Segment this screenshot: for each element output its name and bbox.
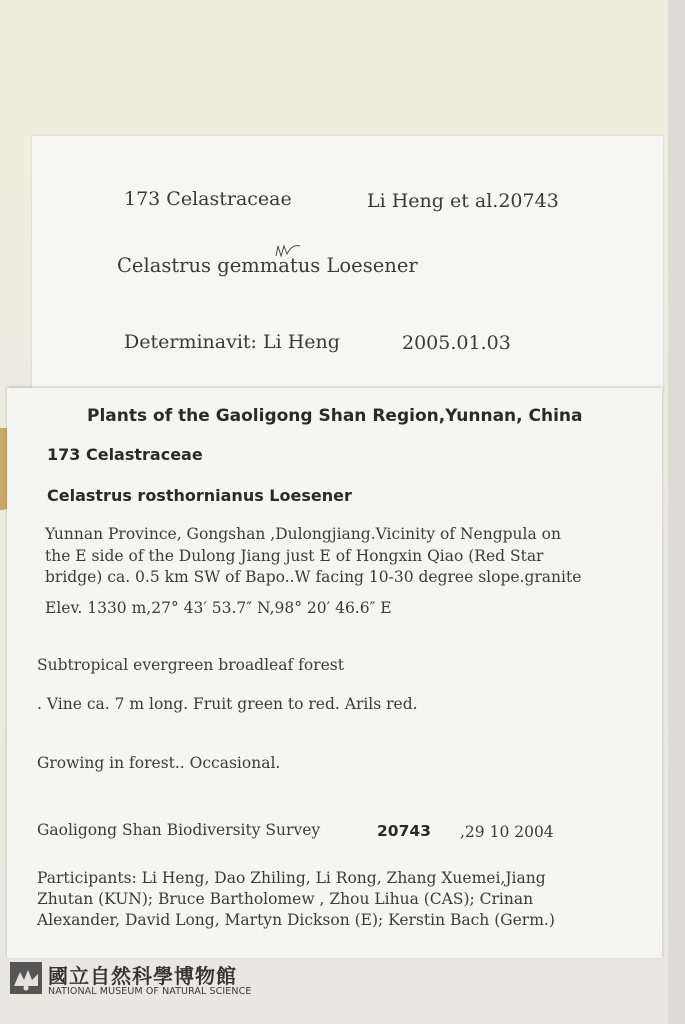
locality-line: bridge) ca. 0.5 km SW of Bapo..W facing 10-30 degree slope.granite <box>45 568 582 586</box>
locality-line: the E side of the Dulong Jiang just E of Hongxin Qiao (Red Star <box>45 547 544 565</box>
museum-logo-icon <box>10 962 42 994</box>
label-occurrence: Growing in forest.. Occasional. <box>37 754 281 772</box>
background-edge <box>668 0 685 1024</box>
participants-line: Alexander, David Long, Martyn Dickson (E); Kerstin Bach (Germ.) <box>37 911 555 929</box>
label-heading: Plants of the Gaoligong Shan Region,Yunnan, China <box>87 406 583 426</box>
det-date: 2005.01.03 <box>402 332 511 354</box>
collection-label <box>7 388 662 958</box>
det-species: Celastrus gemmatus Loesener <box>117 254 418 277</box>
participants-line: Participants: Li Heng, Dao Zhiling, Li Rong, Zhang Xuemei,Jiang <box>37 869 546 887</box>
locality-line: Yunnan Province, Gongshan ,Dulongjiang.Vicinity of Nengpula on <box>45 525 561 543</box>
participants-line: Zhutan (KUN); Bruce Bartholomew , Zhou Lihua (CAS); Crinan <box>37 890 534 908</box>
institution-name-en: NATIONAL MUSEUM OF NATURAL SCIENCE <box>48 986 252 997</box>
handwritten-mark <box>272 242 306 264</box>
label-elevation: Elev. 1330 m,27° 43′ 53.7″ N,98° 20′ 46.6″ E <box>45 599 392 617</box>
label-species: Celastrus rosthornianus Loesener <box>47 486 352 505</box>
det-determinavit: Determinavit: Li Heng <box>124 331 340 353</box>
det-collector-line: Li Heng et al.20743 <box>367 190 559 212</box>
label-description: . Vine ca. 7 m long. Fruit green to red. Arils red. <box>37 695 418 713</box>
institution-name-cn: 國立自然科學博物館 <box>48 964 237 988</box>
label-number: 20743 <box>377 822 431 840</box>
determination-label <box>32 136 663 394</box>
label-survey: Gaoligong Shan Biodiversity Survey <box>37 821 321 839</box>
label-collection-date: ,29 10 2004 <box>460 823 554 841</box>
det-family-line: 173 Celastraceae <box>124 188 292 210</box>
label-family: 173 Celastraceae <box>47 445 203 464</box>
label-habitat: Subtropical evergreen broadleaf forest <box>37 656 344 674</box>
